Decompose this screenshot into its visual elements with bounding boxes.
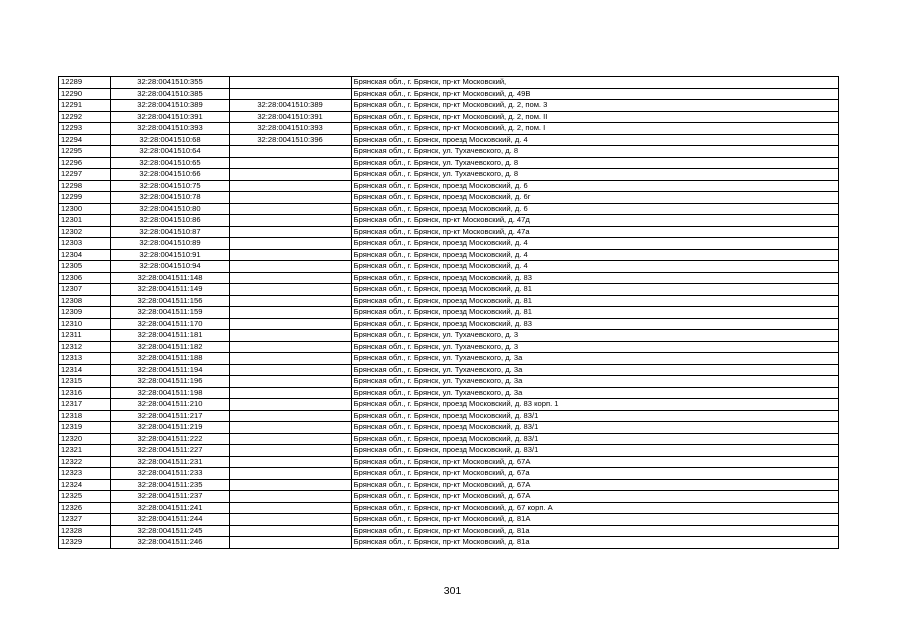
address-cell: Брянская обл., г. Брянск, пр-кт Московский, д. 2, пом. 3 [351, 100, 838, 112]
parent-cadastral-number-cell [229, 88, 351, 100]
row-number-cell: 12299 [59, 192, 111, 204]
parent-cadastral-number-cell [229, 445, 351, 457]
address-cell: Брянская обл., г. Брянск, пр-кт Московский, д. 47а [351, 226, 838, 238]
address-cell: Брянская обл., г. Брянск, проезд Московский, д. 83/1 [351, 433, 838, 445]
parent-cadastral-number-cell [229, 422, 351, 434]
parent-cadastral-number-cell: 32:28:0041510:391 [229, 111, 351, 123]
table-row [59, 318, 839, 330]
address-cell: Брянская обл., г. Брянск, проезд Московский, д. 81 [351, 295, 838, 307]
cadastral-number-cell: 32:28:0041511:156 [111, 295, 229, 307]
row-number-cell: 12306 [59, 272, 111, 284]
cadastral-number-cell: 32:28:0041511:182 [111, 341, 229, 353]
row-number-cell: 12327 [59, 514, 111, 526]
parent-cadastral-number-cell [229, 537, 351, 549]
cadastral-number-cell: 32:28:0041510:86 [111, 215, 229, 227]
row-number-cell: 12311 [59, 330, 111, 342]
address-cell: Брянская обл., г. Брянск, пр-кт Московский, д. 67А [351, 456, 838, 468]
table-row [59, 284, 839, 296]
parent-cadastral-number-cell [229, 341, 351, 353]
cadastral-number-cell: 32:28:0041511:188 [111, 353, 229, 365]
address-cell: Брянская обл., г. Брянск, проезд Московский, д. 83 корп. 1 [351, 399, 838, 411]
row-number-cell: 12320 [59, 433, 111, 445]
cadastral-number-cell: 32:28:0041511:194 [111, 364, 229, 376]
table-row [59, 111, 839, 123]
row-number-cell: 12325 [59, 491, 111, 503]
cadastral-number-cell: 32:28:0041511:241 [111, 502, 229, 514]
row-number-cell: 12307 [59, 284, 111, 296]
parent-cadastral-number-cell [229, 514, 351, 526]
row-number-cell: 12295 [59, 146, 111, 158]
table-row [59, 215, 839, 227]
address-cell: Брянская обл., г. Брянск, ул. Тухачевского, д. 3а [351, 353, 838, 365]
parent-cadastral-number-cell [229, 364, 351, 376]
row-number-cell: 12316 [59, 387, 111, 399]
cadastral-number-cell: 32:28:0041510:80 [111, 203, 229, 215]
cadastral-number-cell: 32:28:0041510:75 [111, 180, 229, 192]
row-number-cell: 12313 [59, 353, 111, 365]
address-cell: Брянская обл., г. Брянск, ул. Тухачевского, д. 8 [351, 169, 838, 181]
row-number-cell: 12301 [59, 215, 111, 227]
cadastral-number-cell: 32:28:0041510:389 [111, 100, 229, 112]
address-cell: Брянская обл., г. Брянск, ул. Тухачевского, д. 8 [351, 157, 838, 169]
parent-cadastral-number-cell: 32:28:0041510:389 [229, 100, 351, 112]
cadastral-number-cell: 32:28:0041511:159 [111, 307, 229, 319]
cadastral-number-cell: 32:28:0041510:89 [111, 238, 229, 250]
address-cell: Брянская обл., г. Брянск, проезд Московский, д. 4 [351, 261, 838, 273]
table-row [59, 410, 839, 422]
address-cell: Брянская обл., г. Брянск, пр-кт Московский, д. 67а [351, 468, 838, 480]
address-cell: Брянская обл., г. Брянск, пр-кт Московский, д. 81а [351, 537, 838, 549]
cadastral-number-cell: 32:28:0041511:196 [111, 376, 229, 388]
parent-cadastral-number-cell [229, 203, 351, 215]
cadastral-number-cell: 32:28:0041511:231 [111, 456, 229, 468]
cadastral-number-cell: 32:28:0041510:66 [111, 169, 229, 181]
table-row [59, 468, 839, 480]
parent-cadastral-number-cell [229, 491, 351, 503]
parent-cadastral-number-cell: 32:28:0041510:396 [229, 134, 351, 146]
address-cell: Брянская обл., г. Брянск, проезд Московский, д. 83/1 [351, 445, 838, 457]
table-row [59, 307, 839, 319]
address-cell: Брянская обл., г. Брянск, пр-кт Московский, д. 49В [351, 88, 838, 100]
table-row [59, 399, 839, 411]
table-row [59, 537, 839, 549]
table-row [59, 134, 839, 146]
row-number-cell: 12296 [59, 157, 111, 169]
parent-cadastral-number-cell [229, 249, 351, 261]
cadastral-number-cell: 32:28:0041510:91 [111, 249, 229, 261]
row-number-cell: 12318 [59, 410, 111, 422]
row-number-cell: 12328 [59, 525, 111, 537]
parent-cadastral-number-cell [229, 468, 351, 480]
address-cell: Брянская обл., г. Брянск, пр-кт Московский, д. 81А [351, 514, 838, 526]
row-number-cell: 12312 [59, 341, 111, 353]
parent-cadastral-number-cell [229, 376, 351, 388]
address-cell: Брянская обл., г. Брянск, проезд Московский, д. 83 [351, 318, 838, 330]
address-cell: Брянская обл., г. Брянск, пр-кт Московский, д. 2, пом. II [351, 111, 838, 123]
table-row [59, 525, 839, 537]
row-number-cell: 12298 [59, 180, 111, 192]
address-cell: Брянская обл., г. Брянск, пр-кт Московский, д. 2, пом. I [351, 123, 838, 135]
table-row [59, 479, 839, 491]
address-cell: Брянская обл., г. Брянск, ул. Тухачевского, д. 3 [351, 341, 838, 353]
parent-cadastral-number-cell: 32:28:0041510:393 [229, 123, 351, 135]
address-cell: Брянская обл., г. Брянск, проезд Московский, д. 83/1 [351, 422, 838, 434]
parent-cadastral-number-cell [229, 502, 351, 514]
address-cell: Брянская обл., г. Брянск, проезд Московский, д. 81 [351, 284, 838, 296]
cadastral-number-cell: 32:28:0041511:227 [111, 445, 229, 457]
cadastral-number-cell: 32:28:0041510:68 [111, 134, 229, 146]
table-row [59, 514, 839, 526]
row-number-cell: 12305 [59, 261, 111, 273]
parent-cadastral-number-cell [229, 238, 351, 250]
parent-cadastral-number-cell [229, 525, 351, 537]
address-cell: Брянская обл., г. Брянск, проезд Московский, д. 83 [351, 272, 838, 284]
row-number-cell: 12297 [59, 169, 111, 181]
table-row [59, 180, 839, 192]
table-row [59, 238, 839, 250]
parent-cadastral-number-cell [229, 215, 351, 227]
cadastral-number-cell: 32:28:0041511:235 [111, 479, 229, 491]
cadastral-number-cell: 32:28:0041511:245 [111, 525, 229, 537]
cadastral-number-cell: 32:28:0041510:391 [111, 111, 229, 123]
table-row [59, 261, 839, 273]
cadastral-number-cell: 32:28:0041510:355 [111, 77, 229, 89]
address-cell: Брянская обл., г. Брянск, пр-кт Московский, д. 67 корп. А [351, 502, 838, 514]
address-cell: Брянская обл., г. Брянск, пр-кт Московский, [351, 77, 838, 89]
row-number-cell: 12293 [59, 123, 111, 135]
table-row [59, 157, 839, 169]
registry-table [58, 76, 839, 549]
parent-cadastral-number-cell [229, 295, 351, 307]
address-cell: Брянская обл., г. Брянск, проезд Московский, д. 4 [351, 238, 838, 250]
cadastral-number-cell: 32:28:0041511:222 [111, 433, 229, 445]
address-cell: Брянская обл., г. Брянск, проезд Московский, д. 83/1 [351, 410, 838, 422]
table-row [59, 226, 839, 238]
address-cell: Брянская обл., г. Брянск, проезд Московский, д. 81 [351, 307, 838, 319]
row-number-cell: 12294 [59, 134, 111, 146]
parent-cadastral-number-cell [229, 77, 351, 89]
cadastral-number-cell: 32:28:0041510:65 [111, 157, 229, 169]
parent-cadastral-number-cell [229, 192, 351, 204]
row-number-cell: 12323 [59, 468, 111, 480]
parent-cadastral-number-cell [229, 433, 351, 445]
address-cell: Брянская обл., г. Брянск, пр-кт Московский, д. 67А [351, 491, 838, 503]
table-row [59, 456, 839, 468]
parent-cadastral-number-cell [229, 330, 351, 342]
parent-cadastral-number-cell [229, 387, 351, 399]
parent-cadastral-number-cell [229, 353, 351, 365]
row-number-cell: 12321 [59, 445, 111, 457]
row-number-cell: 12322 [59, 456, 111, 468]
address-cell: Брянская обл., г. Брянск, пр-кт Московский, д. 67А [351, 479, 838, 491]
table-row [59, 433, 839, 445]
table-row [59, 77, 839, 89]
cadastral-number-cell: 32:28:0041510:385 [111, 88, 229, 100]
cadastral-number-cell: 32:28:0041510:94 [111, 261, 229, 273]
table-row [59, 502, 839, 514]
parent-cadastral-number-cell [229, 456, 351, 468]
cadastral-number-cell: 32:28:0041510:87 [111, 226, 229, 238]
row-number-cell: 12304 [59, 249, 111, 261]
table-row [59, 88, 839, 100]
parent-cadastral-number-cell [229, 272, 351, 284]
cadastral-number-cell: 32:28:0041511:219 [111, 422, 229, 434]
table-row [59, 491, 839, 503]
parent-cadastral-number-cell [229, 261, 351, 273]
table-row [59, 353, 839, 365]
row-number-cell: 12290 [59, 88, 111, 100]
parent-cadastral-number-cell [229, 146, 351, 158]
row-number-cell: 12315 [59, 376, 111, 388]
table-row [59, 422, 839, 434]
page-number: 301 [443, 585, 462, 597]
cadastral-number-cell: 32:28:0041511:198 [111, 387, 229, 399]
row-number-cell: 12302 [59, 226, 111, 238]
row-number-cell: 12300 [59, 203, 111, 215]
row-number-cell: 12319 [59, 422, 111, 434]
parent-cadastral-number-cell [229, 169, 351, 181]
address-cell: Брянская обл., г. Брянск, ул. Тухачевского, д. 3 [351, 330, 838, 342]
cadastral-number-cell: 32:28:0041511:244 [111, 514, 229, 526]
parent-cadastral-number-cell [229, 479, 351, 491]
cadastral-number-cell: 32:28:0041511:148 [111, 272, 229, 284]
address-cell: Брянская обл., г. Брянск, проезд Московский, д. 6 [351, 203, 838, 215]
cadastral-number-cell: 32:28:0041511:170 [111, 318, 229, 330]
row-number-cell: 12329 [59, 537, 111, 549]
row-number-cell: 12324 [59, 479, 111, 491]
address-cell: Брянская обл., г. Брянск, проезд Московский, д. 6г [351, 192, 838, 204]
table-row [59, 341, 839, 353]
cadastral-number-cell: 32:28:0041511:149 [111, 284, 229, 296]
table-row [59, 364, 839, 376]
table-row [59, 203, 839, 215]
table-row [59, 146, 839, 158]
cadastral-number-cell: 32:28:0041511:237 [111, 491, 229, 503]
row-number-cell: 12310 [59, 318, 111, 330]
row-number-cell: 12291 [59, 100, 111, 112]
cadastral-number-cell: 32:28:0041511:233 [111, 468, 229, 480]
table-row [59, 249, 839, 261]
cadastral-number-cell: 32:28:0041510:64 [111, 146, 229, 158]
table-row [59, 445, 839, 457]
table-row [59, 376, 839, 388]
address-cell: Брянская обл., г. Брянск, пр-кт Московский, д. 81а [351, 525, 838, 537]
address-cell: Брянская обл., г. Брянск, ул. Тухачевского, д. 3а [351, 376, 838, 388]
address-cell: Брянская обл., г. Брянск, ул. Тухачевского, д. 3а [351, 364, 838, 376]
parent-cadastral-number-cell [229, 157, 351, 169]
row-number-cell: 12326 [59, 502, 111, 514]
table-row [59, 192, 839, 204]
parent-cadastral-number-cell [229, 180, 351, 192]
parent-cadastral-number-cell [229, 307, 351, 319]
address-cell: Брянская обл., г. Брянск, пр-кт Московский, д. 47д [351, 215, 838, 227]
row-number-cell: 12303 [59, 238, 111, 250]
table-row [59, 330, 839, 342]
row-number-cell: 12314 [59, 364, 111, 376]
cadastral-number-cell: 32:28:0041511:246 [111, 537, 229, 549]
row-number-cell: 12309 [59, 307, 111, 319]
table-row [59, 123, 839, 135]
row-number-cell: 12292 [59, 111, 111, 123]
cadastral-number-cell: 32:28:0041510:78 [111, 192, 229, 204]
registry-table-body [59, 77, 839, 549]
cadastral-number-cell: 32:28:0041510:393 [111, 123, 229, 135]
row-number-cell: 12317 [59, 399, 111, 411]
address-cell: Брянская обл., г. Брянск, ул. Тухачевского, д. 3а [351, 387, 838, 399]
cadastral-number-cell: 32:28:0041511:181 [111, 330, 229, 342]
table-row [59, 272, 839, 284]
row-number-cell: 12289 [59, 77, 111, 89]
row-number-cell: 12308 [59, 295, 111, 307]
table-row [59, 100, 839, 112]
cadastral-number-cell: 32:28:0041511:217 [111, 410, 229, 422]
parent-cadastral-number-cell [229, 399, 351, 411]
address-cell: Брянская обл., г. Брянск, ул. Тухачевского, д. 8 [351, 146, 838, 158]
parent-cadastral-number-cell [229, 226, 351, 238]
parent-cadastral-number-cell [229, 410, 351, 422]
table-row [59, 387, 839, 399]
address-cell: Брянская обл., г. Брянск, проезд Московский, д. 4 [351, 249, 838, 261]
parent-cadastral-number-cell [229, 318, 351, 330]
parent-cadastral-number-cell [229, 284, 351, 296]
cadastral-number-cell: 32:28:0041511:210 [111, 399, 229, 411]
table-row [59, 295, 839, 307]
address-cell: Брянская обл., г. Брянск, проезд Московский, д. 6 [351, 180, 838, 192]
address-cell: Брянская обл., г. Брянск, проезд Московский, д. 4 [351, 134, 838, 146]
table-row [59, 169, 839, 181]
